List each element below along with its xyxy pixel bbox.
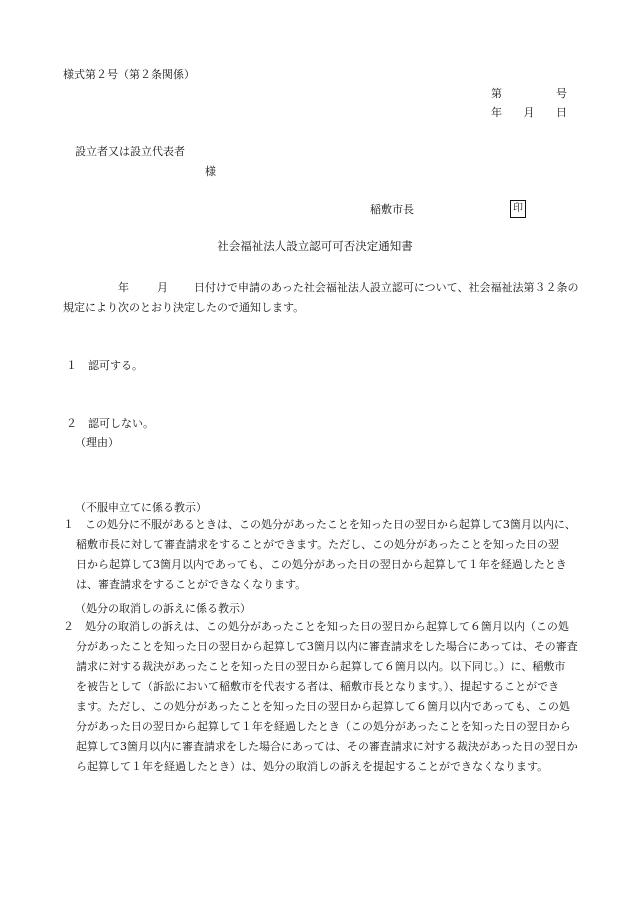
intro-line-1 — [118, 282, 578, 293]
lawsuit-notice-line: を被告として（訴訟において稲敷市を代表する者は、稲敷市長となります。）、提起することができ — [76, 680, 560, 693]
addressee-honorific: 様 — [205, 165, 216, 178]
issuer-name: 稲敷市長 — [370, 203, 414, 216]
appeal-notice-body — [63, 515, 576, 595]
appeal-notice-line: １ この処分に不服があるときは、この処分があったことを知った日の翌日から起算して3箇月以内に、 — [63, 518, 576, 531]
intro-month: 月 — [157, 281, 168, 294]
appeal-notice-line: 日から起算して3箇月以内であっても、この処分があった日の翌日から起算して１年を経過したとき — [76, 558, 567, 571]
addressee-label: 設立者又は設立代表者 — [75, 145, 185, 158]
intro-text: 日付けで申請のあった社会福祉法人設立認可について、社会福祉法第３２条の — [194, 281, 579, 294]
intro-line-2: 規定により次のとおり決定したので通知します。 — [63, 301, 305, 314]
date-day: 日 — [556, 106, 567, 119]
document-date — [491, 107, 567, 118]
lawsuit-notice-line: ます。ただし、この処分があったことを知った日の翌日から起算して６箇月以内であっても、この処 — [76, 700, 570, 713]
lawsuit-notice-line: ２ 処分の取消しの訴えは、この処分があったことを知った日の翌日から起算して６箇月以内（この処 — [63, 620, 569, 633]
lawsuit-notice-line: 請求に対する裁決があったことを知った日の翌日から起算して６箇月以内。以下同じ。）に、稲敷市 — [76, 660, 566, 673]
lawsuit-notice-body — [63, 617, 578, 777]
date-year: 年 — [491, 106, 502, 119]
reason-label: （理由） — [75, 436, 119, 449]
option-disapprove: ２ 認可しない。 — [66, 417, 154, 430]
lawsuit-notice-heading: （処分の取消しの訴えに係る教示） — [75, 602, 251, 615]
option-approve: １ 認可する。 — [66, 359, 143, 372]
seal-mark: 印 — [510, 200, 526, 218]
document-title: 社会福祉法人設立認可可否決定通知書 — [217, 239, 413, 253]
document-number-suffix: 号 — [556, 87, 567, 100]
lawsuit-notice-line: ら起算して１年を経過したとき）は、処分の取消しの訴えを提起することができなくなります。 — [76, 760, 549, 773]
intro-year: 年 — [118, 281, 129, 294]
appeal-notice-heading: （不服申立てに係る教示） — [75, 501, 207, 514]
appeal-notice-line: は、審査請求をすることができなくなります。 — [76, 578, 307, 591]
form-number: 様式第２号（第２条関係） — [63, 68, 195, 81]
lawsuit-notice-line: 起算して3箇月以内に審査請求をした場合にあっては、その審査請求に対する裁決があった日の翌日か — [76, 740, 578, 753]
lawsuit-notice-line: 分があった日の翌日から起算して１年を経過したとき（この処分があったことを知った日の翌日から — [76, 720, 571, 733]
document-number — [491, 88, 567, 99]
document-number-prefix: 第 — [491, 87, 502, 100]
lawsuit-notice-line: 分があったことを知った日の翌日から起算して3箇月以内に審査請求をした場合にあっては、その審査 — [76, 640, 578, 653]
appeal-notice-line: 稲敷市長に対して審査請求をすることができます。ただし、この処分があったことを知った日の翌 — [76, 538, 560, 551]
date-month: 月 — [523, 106, 535, 119]
